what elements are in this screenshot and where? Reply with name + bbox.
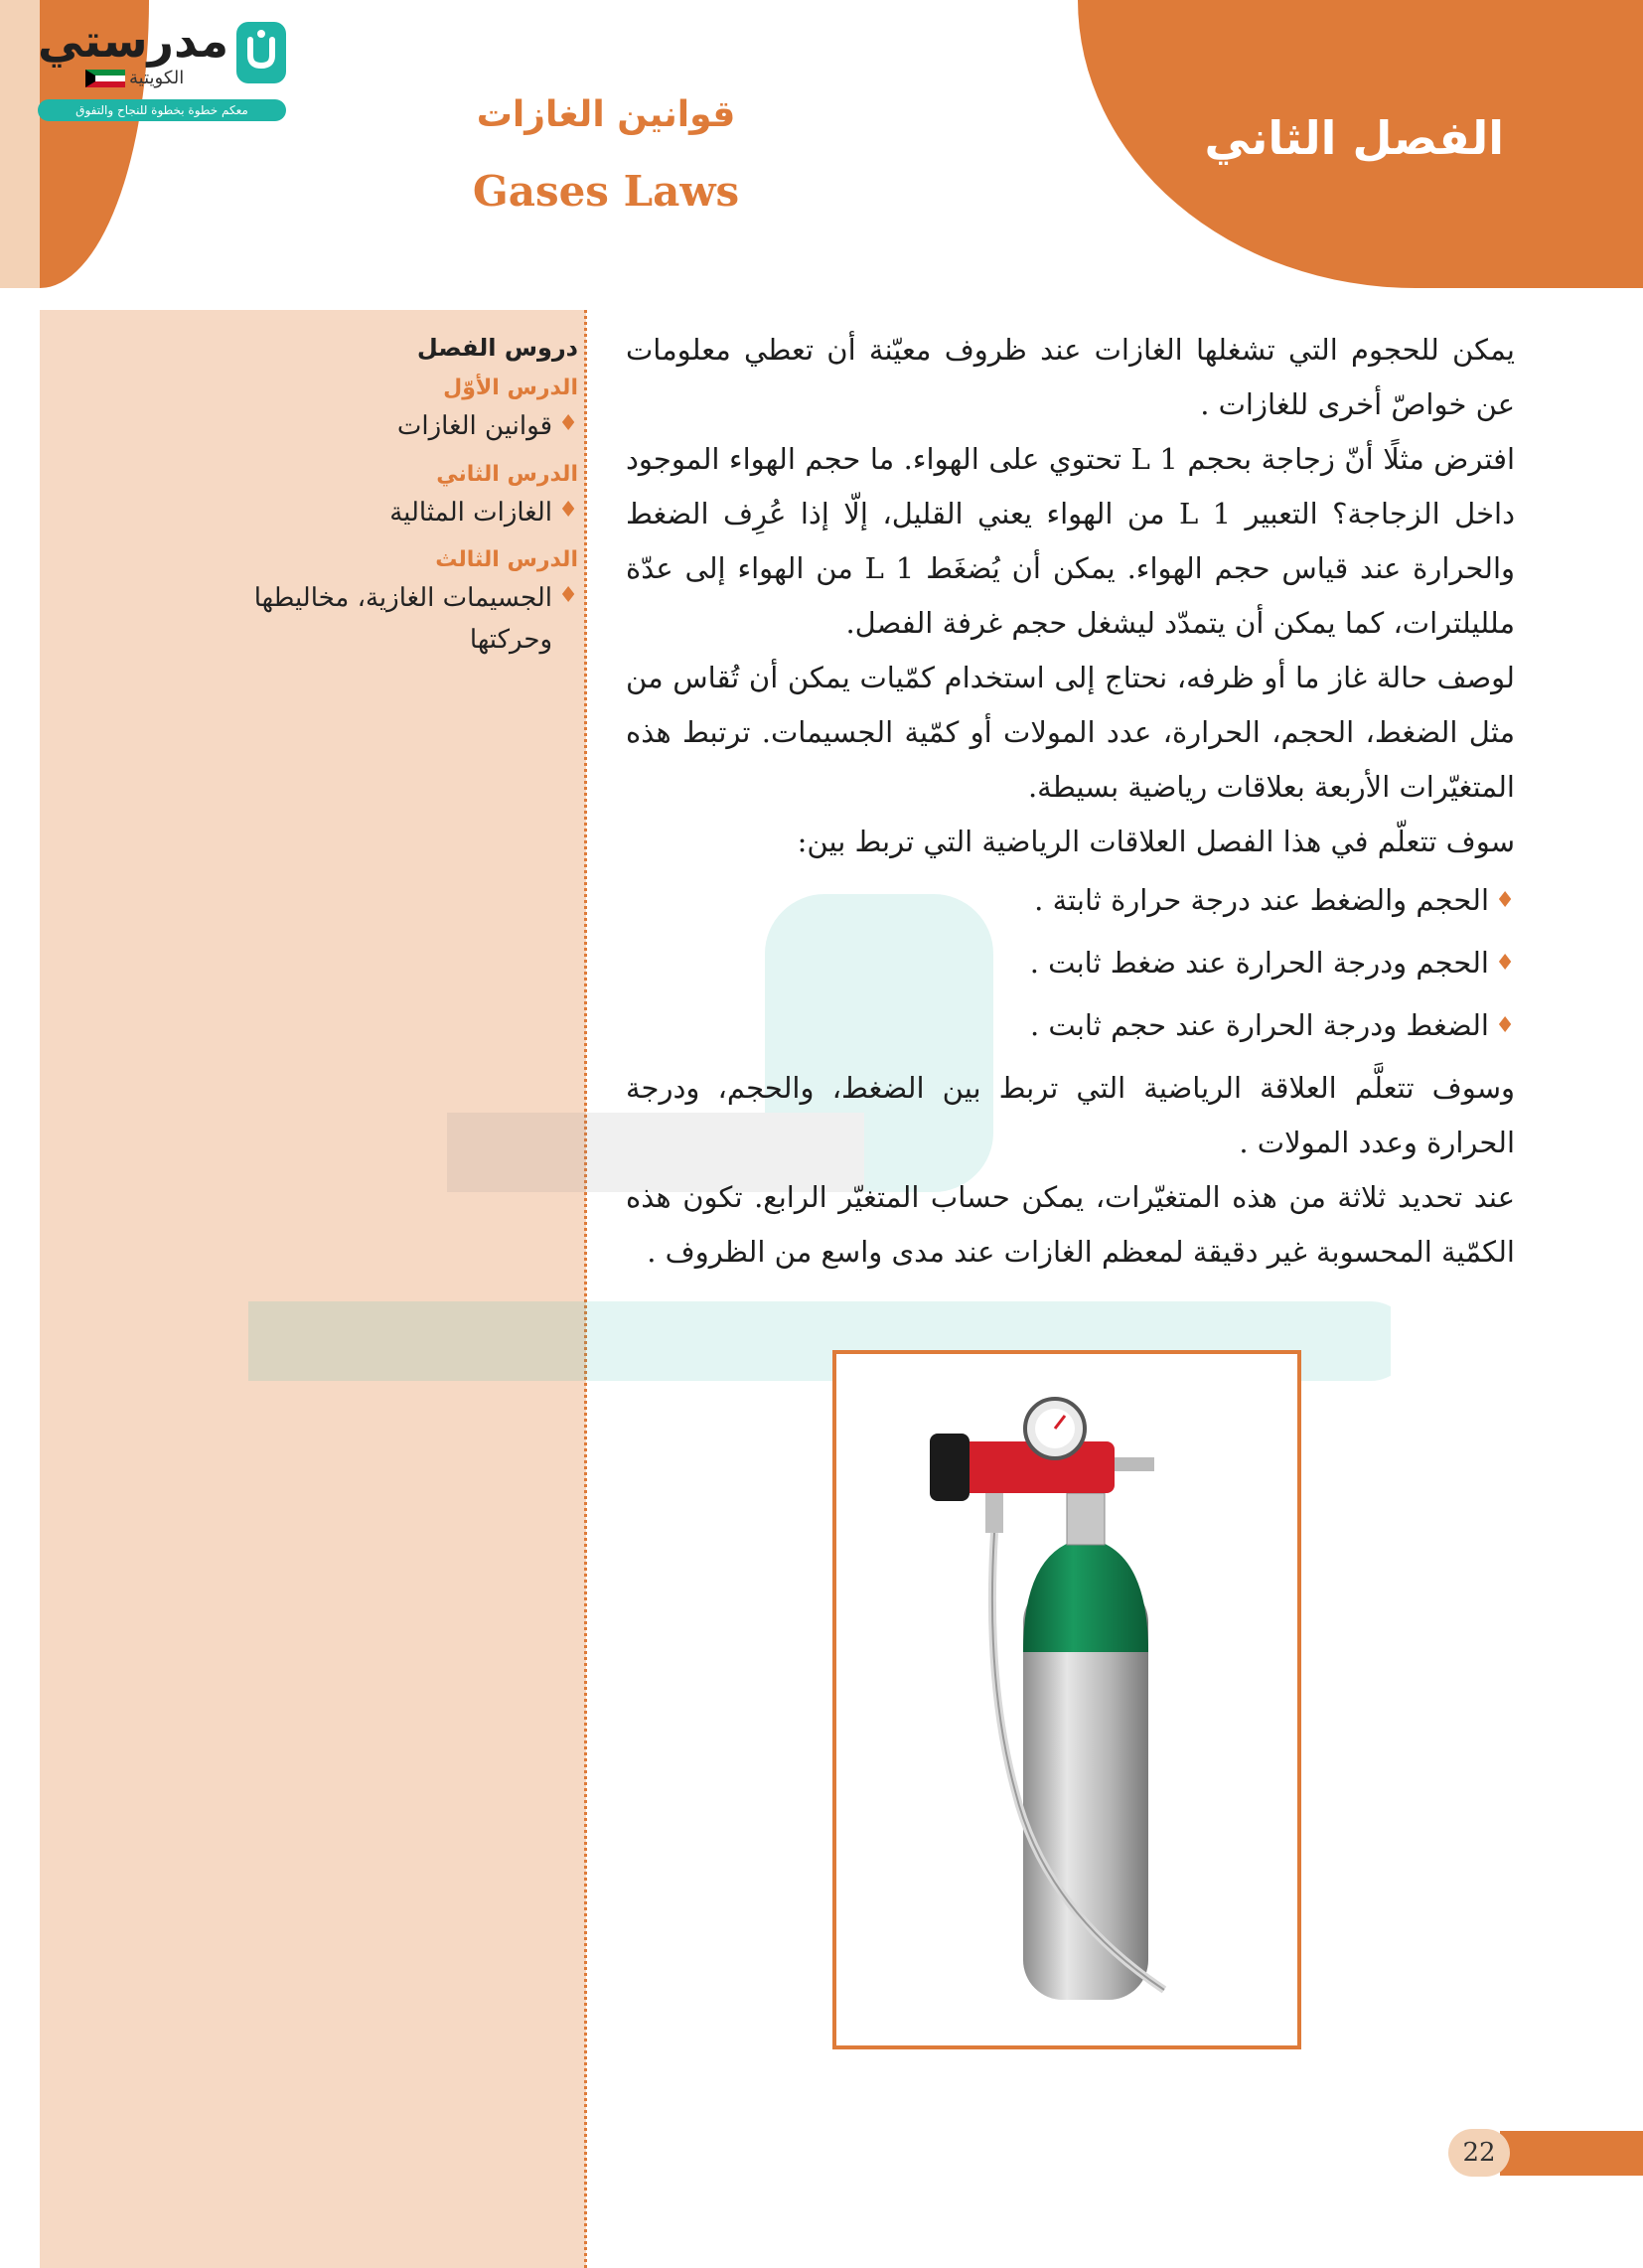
list-item: ♦ الحجم ودرجة الحرارة عند ضغط ثابت .: [626, 936, 1515, 990]
lesson-2-item: ♦ الغازات المثالية: [62, 493, 578, 534]
page-title-arabic: قوانين الغازات: [476, 94, 736, 135]
chapter-lessons: [62, 334, 578, 675]
logo-icon: [236, 22, 286, 83]
lesson-1-label: الدرس الأوّل: [443, 376, 578, 400]
paragraph-intro: يمكن للحجوم التي تشغلها الغازات عند ظروف معيّنة أن تعطي معلومات عن خواصّ أخرى للغازات .: [626, 333, 1515, 421]
page-number: 22: [1448, 2129, 1510, 2177]
paragraph-relation: وسوف تتعلَّم العلاقة الرياضية التي تربط بين الضغط، والحجم، ودرجة الحرارة وعدد المولات .: [626, 1071, 1515, 1159]
paragraph-learn: سوف تتعلّم في هذا الفصل العلاقات الرياضية التي تربط بين:: [797, 825, 1515, 858]
paragraph-bottle-example: افترض مثلًا أنّ زجاجة بحجم 1 L تحتوي على الهواء. ما حجم الهواء الموجود داخل الزجاجة؟ التعبير 1 L من الهواء يعني القليل، إلّا إذا عُرِف الضغط والحرارة عند قياس حجم الهواء. يمكن أن يُضغَط 1 L من الهواء إلى عدّة ملليلترات، كما يمكن أن يتمدّد ليشغل حجم غرفة الفصل.: [626, 442, 1516, 640]
header-left-strip: [0, 0, 40, 288]
list-item: ♦ الضغط ودرجة الحرارة عند حجم ثابت .: [626, 998, 1515, 1053]
lesson-3-item: ♦ الجسيمات الغازية، مخاليطها وحركتها: [195, 578, 578, 661]
logo-tagline: معكم خطوة بخطوة للنجاح والتفوق: [38, 99, 286, 121]
lesson-2-label: الدرس الثاني: [436, 461, 578, 487]
footer-bar: [1500, 2131, 1643, 2176]
bullet-icon: ♦: [1495, 951, 1515, 976]
page-title-english: Gases Laws: [472, 167, 740, 216]
logo-name: مدرستي: [38, 14, 229, 68]
lessons-heading: دروس الفصل: [416, 334, 578, 362]
bullet-icon: ♦: [558, 497, 578, 523]
lesson-1-item: ♦ قوانين الغازات: [62, 406, 578, 448]
chapter-title: الفصل الثاني: [1204, 111, 1504, 165]
bullet-icon: ♦: [558, 411, 578, 436]
bullet-icon: ♦: [558, 583, 578, 609]
list-item: ♦ الحجم والضغط عند درجة حرارة ثابتة .: [626, 873, 1515, 928]
lesson-3-label: الدرس الثالث: [435, 547, 578, 573]
oxygen-cylinder-photo: [832, 1350, 1301, 2049]
kuwait-flag-icon: [85, 70, 125, 87]
paragraph-gas-state: لوصف حالة غاز ما أو ظرفه، نحتاج إلى استخدام كمّيات يمكن أن تُقاس من مثل الضغط، الحجم، الحرارة، عدد المولات أو كمّية الجسيمات. ترتبط هذه المتغيّرات الأربعة بعلاقات رياضية بسيطة.: [626, 661, 1515, 804]
main-text: [626, 323, 1515, 1280]
sidebar-divider: [584, 310, 587, 2268]
bullet-icon: ♦: [1495, 1013, 1515, 1038]
paragraph-calculation: عند تحديد ثلاثة من هذه المتغيّرات، يمكن حساب المتغيّر الرابع. تكون هذه الكمّية المحسوبة غير دقيقة لمعظم الغازات عند مدى واسع من الظروف .: [626, 1180, 1515, 1269]
logo-subtitle: الكويتية: [129, 68, 185, 88]
bullet-icon: ♦: [1495, 888, 1515, 913]
